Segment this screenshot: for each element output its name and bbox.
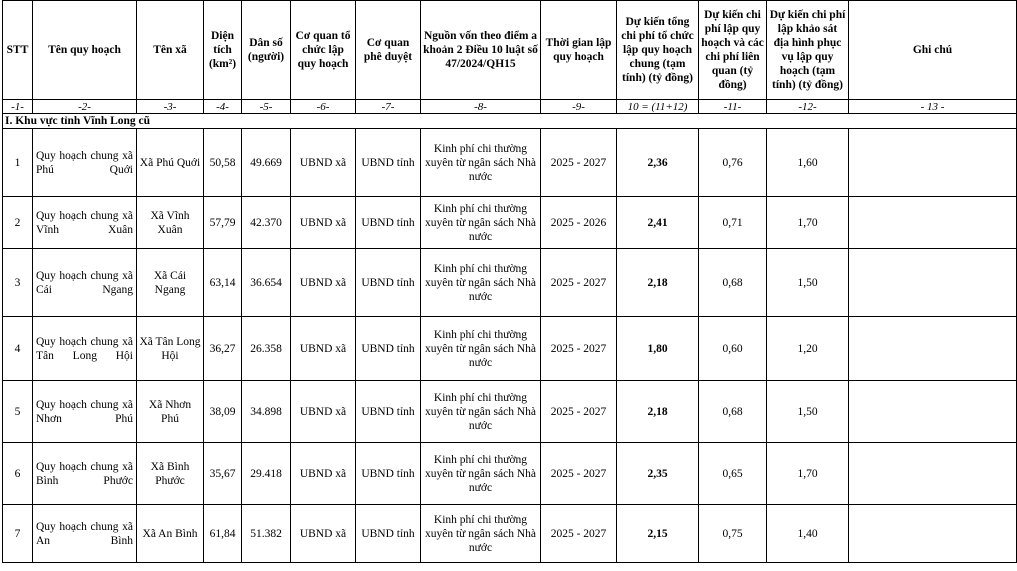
- cell-tong-chi-phi: 1,80: [617, 317, 699, 381]
- cell-ten-xa: Xã Vĩnh Xuân: [137, 197, 204, 249]
- header-ten-quy-hoach: Tên quy hoạch: [33, 1, 137, 100]
- table-row: [3, 129, 1017, 197]
- cell-ten-quy-hoach: Quy hoạch chung xã Tân Long Hội: [33, 317, 137, 381]
- header-thoi-gian: Thời gian lập quy hoạch: [541, 1, 617, 100]
- cell-chi-phi-lap: 0,76: [699, 129, 767, 197]
- cell-dien-tich: 35,67: [204, 443, 242, 505]
- cell-dan-so: 36.654: [242, 249, 291, 317]
- cell-ten-quy-hoach: Quy hoạch chung xã Phú Quới: [33, 129, 137, 197]
- cell-co-quan-phe-duyet: UBND tỉnh: [356, 381, 421, 443]
- cell-chi-phi-khao-sat: 1,70: [767, 443, 849, 505]
- cell-co-quan-to-chuc: UBND xã: [291, 381, 356, 443]
- cell-co-quan-to-chuc: UBND xã: [291, 505, 356, 563]
- cell-dien-tich: 63,14: [204, 249, 242, 317]
- table-row: [3, 443, 1017, 505]
- header-dien-tich: Diện tích (km²): [204, 1, 242, 100]
- cell-stt: 5: [3, 381, 33, 443]
- cell-co-quan-to-chuc: UBND xã: [291, 317, 356, 381]
- cell-chi-phi-khao-sat: 1,50: [767, 249, 849, 317]
- cell-thoi-gian: 2025 - 2027: [541, 381, 617, 443]
- cell-chi-phi-lap: 0,68: [699, 249, 767, 317]
- cell-nguon-von: Kinh phí chi thường xuyên từ ngân sách Nhà nước: [421, 129, 541, 197]
- column-number-row: [3, 100, 1017, 114]
- cell-co-quan-phe-duyet: UBND tỉnh: [356, 317, 421, 381]
- table-row: [3, 381, 1017, 443]
- cell-ten-quy-hoach: Quy hoạch chung xã Vĩnh Xuân: [33, 197, 137, 249]
- cell-tong-chi-phi: 2,36: [617, 129, 699, 197]
- cell-co-quan-to-chuc: UBND xã: [291, 443, 356, 505]
- cell-dien-tich: 36,27: [204, 317, 242, 381]
- header-chi-phi-lap: Dự kiến chi phí lập quy hoạch và các chi phí liên quan (tỷ đồng): [699, 1, 767, 100]
- cell-ghi-chu: [849, 129, 1017, 197]
- cell-dan-so: 42.370: [242, 197, 291, 249]
- col-number: -3-: [137, 100, 204, 114]
- header-row: [3, 1, 1017, 100]
- cell-ghi-chu: [849, 197, 1017, 249]
- col-number: -7-: [356, 100, 421, 114]
- section-title: I. Khu vực tỉnh Vĩnh Long cũ: [3, 114, 1017, 129]
- col-number: - 13 -: [849, 100, 1017, 114]
- cell-dan-so: 49.669: [242, 129, 291, 197]
- cell-thoi-gian: 2025 - 2027: [541, 317, 617, 381]
- col-number: -8-: [421, 100, 541, 114]
- cell-tong-chi-phi: 2,15: [617, 505, 699, 563]
- header-chi-phi-khao-sat: Dự kiến chi phí lập khảo sát địa hình phục vụ lập quy hoạch (tạm tính) (tỷ đồng): [767, 1, 849, 100]
- cell-tong-chi-phi: 2,18: [617, 249, 699, 317]
- cell-stt: 1: [3, 129, 33, 197]
- cell-co-quan-to-chuc: UBND xã: [291, 197, 356, 249]
- cell-co-quan-phe-duyet: UBND tỉnh: [356, 443, 421, 505]
- cell-chi-phi-lap: 0,68: [699, 381, 767, 443]
- cell-nguon-von: Kinh phí chi thường xuyên từ ngân sách Nhà nước: [421, 443, 541, 505]
- cell-nguon-von: Kinh phí chi thường xuyên từ ngân sách Nhà nước: [421, 505, 541, 563]
- cell-chi-phi-khao-sat: 1,60: [767, 129, 849, 197]
- table-row: [3, 249, 1017, 317]
- cell-ghi-chu: [849, 443, 1017, 505]
- cell-thoi-gian: 2025 - 2027: [541, 505, 617, 563]
- col-number: -1-: [3, 100, 33, 114]
- cell-chi-phi-khao-sat: 1,20: [767, 317, 849, 381]
- cell-dien-tich: 50,58: [204, 129, 242, 197]
- cell-tong-chi-phi: 2,41: [617, 197, 699, 249]
- header-co-quan-phe-duyet: Cơ quan phê duyệt: [356, 1, 421, 100]
- cell-chi-phi-khao-sat: 1,50: [767, 381, 849, 443]
- cell-dan-so: 34.898: [242, 381, 291, 443]
- cell-nguon-von: Kinh phí chi thường xuyên từ ngân sách Nhà nước: [421, 381, 541, 443]
- planning-table: [2, 0, 1017, 563]
- cell-ghi-chu: [849, 505, 1017, 563]
- cell-nguon-von: Kinh phí chi thường xuyên từ ngân sách Nhà nước: [421, 197, 541, 249]
- cell-stt: 3: [3, 249, 33, 317]
- cell-dien-tich: 61,84: [204, 505, 242, 563]
- col-number: -12-: [767, 100, 849, 114]
- header-dan-so: Dân số (người): [242, 1, 291, 100]
- cell-co-quan-phe-duyet: UBND tỉnh: [356, 249, 421, 317]
- cell-dan-so: 29.418: [242, 443, 291, 505]
- cell-thoi-gian: 2025 - 2027: [541, 443, 617, 505]
- cell-co-quan-phe-duyet: UBND tỉnh: [356, 505, 421, 563]
- cell-ghi-chu: [849, 381, 1017, 443]
- header-nguon-von: Nguồn vốn theo điểm a khoản 2 Điều 10 luật số 47/2024/QH15: [421, 1, 541, 100]
- cell-ten-xa: Xã Bình Phước: [137, 443, 204, 505]
- cell-co-quan-phe-duyet: UBND tỉnh: [356, 129, 421, 197]
- cell-chi-phi-lap: 0,71: [699, 197, 767, 249]
- cell-ten-xa: Xã An Bình: [137, 505, 204, 563]
- header-co-quan-to-chuc: Cơ quan tổ chức lập quy hoạch: [291, 1, 356, 100]
- cell-tong-chi-phi: 2,18: [617, 381, 699, 443]
- table-row: [3, 317, 1017, 381]
- cell-ten-quy-hoach: Quy hoạch chung xã Bình Phước: [33, 443, 137, 505]
- col-number: 10 = (11+12): [617, 100, 699, 114]
- cell-chi-phi-khao-sat: 1,70: [767, 197, 849, 249]
- cell-tong-chi-phi: 2,35: [617, 443, 699, 505]
- cell-chi-phi-lap: 0,60: [699, 317, 767, 381]
- cell-ghi-chu: [849, 317, 1017, 381]
- section-row: [3, 114, 1017, 129]
- cell-co-quan-phe-duyet: UBND tỉnh: [356, 197, 421, 249]
- cell-ten-xa: Xã Phú Quới: [137, 129, 204, 197]
- cell-co-quan-to-chuc: UBND xã: [291, 249, 356, 317]
- cell-stt: 6: [3, 443, 33, 505]
- col-number: -2-: [33, 100, 137, 114]
- col-number: -9-: [541, 100, 617, 114]
- cell-stt: 2: [3, 197, 33, 249]
- cell-ten-quy-hoach: Quy hoạch chung xã An Bình: [33, 505, 137, 563]
- table-row: [3, 197, 1017, 249]
- cell-dan-so: 51.382: [242, 505, 291, 563]
- col-number: -11-: [699, 100, 767, 114]
- cell-ten-xa: Xã Nhơn Phú: [137, 381, 204, 443]
- header-ghi-chu: Ghi chú: [849, 1, 1017, 100]
- cell-dien-tich: 38,09: [204, 381, 242, 443]
- cell-chi-phi-lap: 0,65: [699, 443, 767, 505]
- header-ten-xa: Tên xã: [137, 1, 204, 100]
- cell-co-quan-to-chuc: UBND xã: [291, 129, 356, 197]
- cell-stt: 4: [3, 317, 33, 381]
- cell-chi-phi-khao-sat: 1,40: [767, 505, 849, 563]
- cell-ten-xa: Xã Cái Ngang: [137, 249, 204, 317]
- cell-dien-tich: 57,79: [204, 197, 242, 249]
- cell-ten-quy-hoach: Quy hoạch chung xã Nhơn Phú: [33, 381, 137, 443]
- table-row: [3, 505, 1017, 563]
- col-number: -5-: [242, 100, 291, 114]
- col-number: -4-: [204, 100, 242, 114]
- header-stt: STT: [3, 1, 33, 100]
- col-number: -6-: [291, 100, 356, 114]
- cell-chi-phi-lap: 0,75: [699, 505, 767, 563]
- cell-nguon-von: Kinh phí chi thường xuyên từ ngân sách Nhà nước: [421, 249, 541, 317]
- cell-thoi-gian: 2025 - 2027: [541, 129, 617, 197]
- header-tong-chi-phi: Dự kiến tổng chi phí tổ chức lập quy hoạch chung (tạm tính) (tỷ đồng): [617, 1, 699, 100]
- cell-ten-quy-hoach: Quy hoạch chung xã Cái Ngang: [33, 249, 137, 317]
- cell-ten-xa: Xã Tân Long Hội: [137, 317, 204, 381]
- cell-thoi-gian: 2025 - 2027: [541, 249, 617, 317]
- cell-dan-so: 26.358: [242, 317, 291, 381]
- cell-nguon-von: Kinh phí chi thường xuyên từ ngân sách Nhà nước: [421, 317, 541, 381]
- cell-ghi-chu: [849, 249, 1017, 317]
- cell-thoi-gian: 2025 - 2026: [541, 197, 617, 249]
- cell-stt: 7: [3, 505, 33, 563]
